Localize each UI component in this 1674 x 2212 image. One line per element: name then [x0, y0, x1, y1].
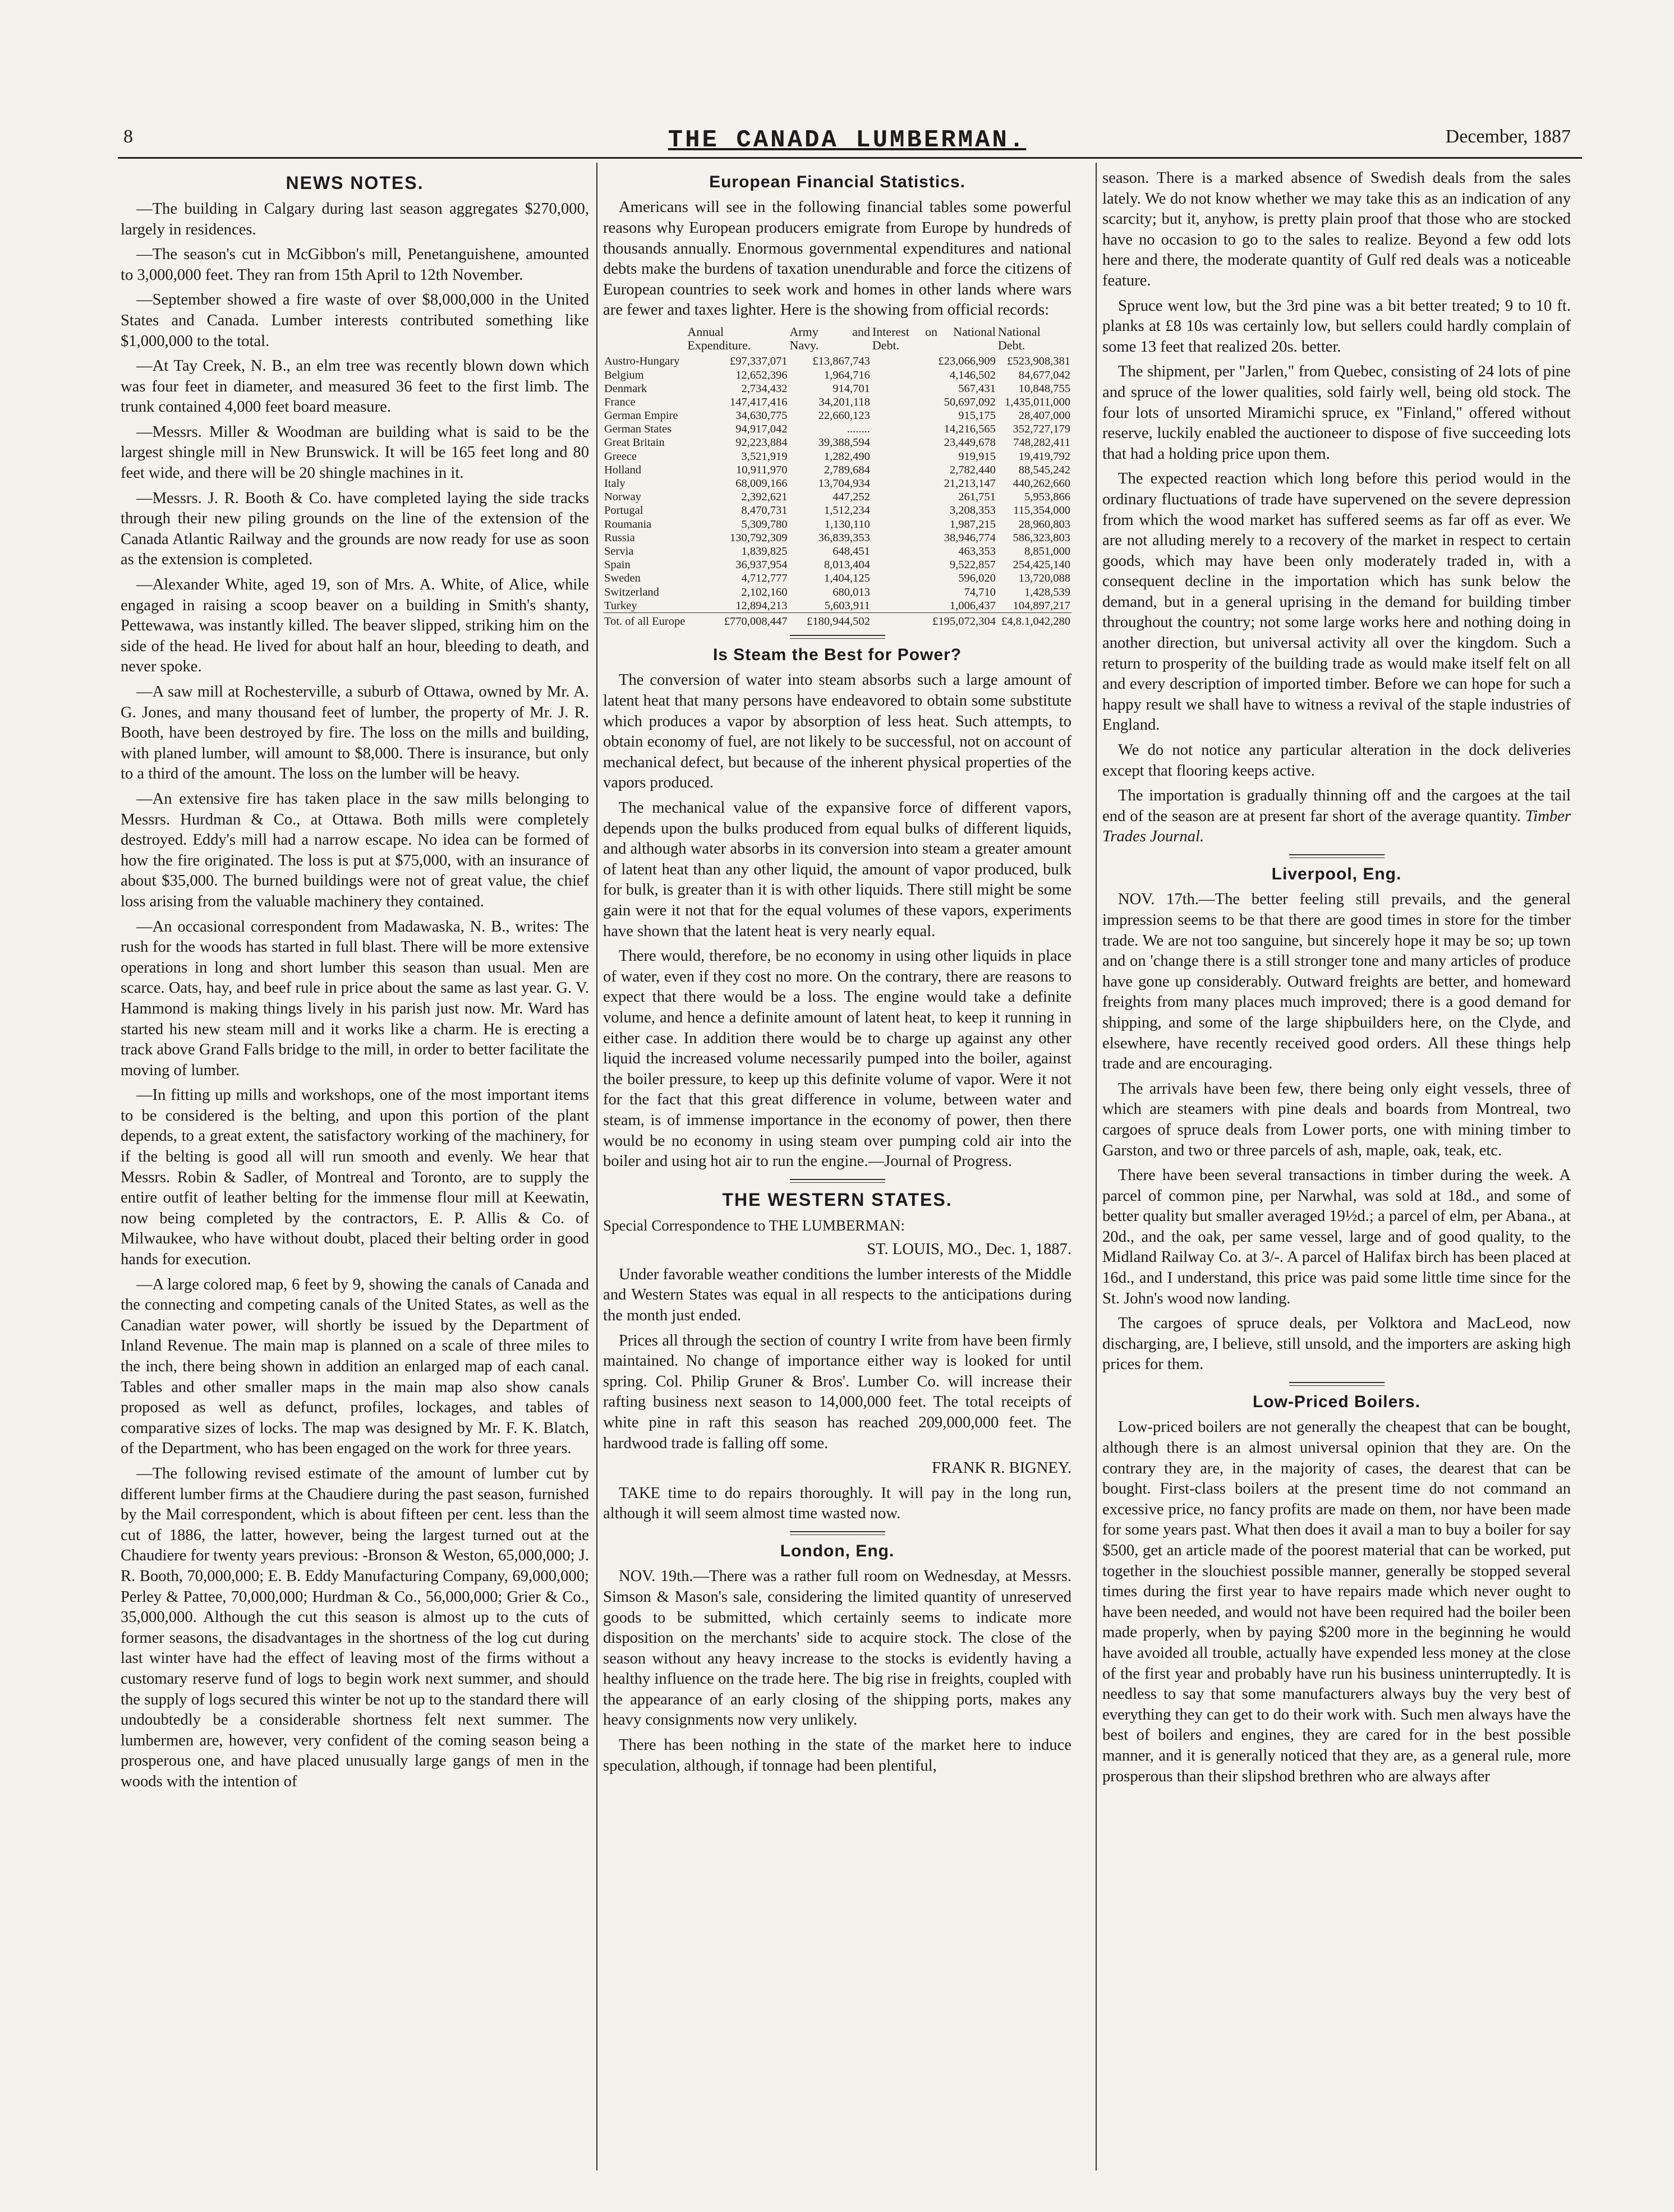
london-heading: London, Eng. — [780, 1541, 895, 1560]
financial-table — [603, 325, 1071, 628]
column-2 — [603, 168, 1071, 2165]
financial-table-body — [603, 354, 1071, 628]
value-cell: 9,522,857 — [949, 559, 996, 572]
value-cell: £523,908,381 — [1007, 355, 1070, 368]
value-cell: 254,425,140 — [1013, 559, 1070, 572]
country-cell: Roumania — [604, 518, 652, 531]
value-cell: 1,006,437 — [949, 599, 996, 612]
london-continued: Spruce went low, but the 3rd pine was a bit better treated; 9 to 10 ft. planks at £8 10s was certainly low, but sellers could hardly complain of some 13 feet that realized 20s. better. — [1102, 297, 1571, 356]
value-cell: 2,782,440 — [949, 463, 996, 476]
value-cell: 5,309,780 — [741, 518, 788, 531]
section-separator — [790, 1531, 885, 1535]
column-header: Interest on National Debt. — [872, 324, 996, 353]
western-paragraph: Prices all through the section of country I write from have been firmly maintained. No change of importance either way is looked for until spring. Col. Philip Gruner & Bros'. Lumber Co. will increase their rafting business next season to 14,000,000 feet. The total receipts of white pine in raft this season has reached 209,000,000 feet. The hardwood trade is falling off some. — [603, 1331, 1071, 1452]
section-separator — [1289, 854, 1385, 858]
country-cell: Italy — [604, 477, 626, 490]
country-cell: German States — [604, 423, 672, 436]
boilers-heading: Low-Priced Boilers. — [1252, 1393, 1421, 1412]
value-cell: 919,915 — [958, 450, 996, 463]
column-3 — [1102, 168, 1571, 2165]
value-cell: 34,201,118 — [818, 395, 870, 408]
value-cell: £770,008,447 — [686, 612, 788, 628]
value-cell: 38,946,774 — [944, 531, 996, 544]
column-header: Annual Expenditure. — [687, 324, 751, 353]
value-cell: 13,704,934 — [818, 477, 870, 490]
steam-paragraph: The mechanical value of the expansive force of different vapors, depends upon the bulks produced from equal bulks of different liquids, and although water absorbs in its conversion into steam a greater amount of latent heat than any other liquid, the amount of vapor produced, bulk for bulk, is greater than it is with other liquids. There still might be some gain were it not that for the equal volumes of these vapors, experiments have shown that the latent heat is very nearly equal. — [603, 799, 1071, 940]
value-cell: 352,727,179 — [1013, 423, 1070, 436]
country-cell: Great Britain — [604, 436, 665, 449]
news-item: —The following revised estimate of the amount of lumber cut by different lumber firms at the Chaudiere during the past season, furnished by the Mail correspondent, which is about fifteen per cent. less than the cut of 1886, the latter, however, being the largest turned out at the Chaudiere for twenty years previous: -Bronson & Weston, 65,000,000; J. R. Booth, 70,000,000; E. B. Eddy Manufacturing Company, 69,000,000; Perley & Pattee, 70,000,000; Hurdman & Co., 56,000,000; Grier & Co., 35,000,000. Although the cut this season is almost up to the cuts of former seasons, the disadvantages in the shortness of the log cut during last winter have had the effect of leaving most of the firms without a customary reserve fund of logs to begin work next summer, and should the supply of logs secured this winter be not up to the standard there will undoubtedly be a considerable shortness felt next summer. The lumbermen are, however, very confident of the coming season being a prosperous one, and have placed unusually large gangs of men in the woods with the intention of — [121, 1464, 589, 1790]
value-cell: 680,013 — [833, 586, 870, 598]
country-cell: Sweden — [604, 572, 641, 585]
column-divider — [1096, 163, 1097, 2170]
country-cell: Denmark — [604, 382, 647, 395]
value-cell: £13,867,743 — [812, 355, 870, 368]
value-cell: £4,8.1,042,280 — [997, 612, 1071, 628]
country-cell: Greece — [604, 450, 637, 463]
european-statistics-heading: European Financial Statistics. — [709, 173, 965, 191]
news-item: —September showed a fire waste of over $8,000,000 in the United States and Canada. Lumber interests contributed something like $1,000,000 to the total. — [121, 291, 589, 350]
value-cell: 36,839,353 — [818, 531, 870, 544]
value-cell: 1,839,825 — [741, 545, 788, 557]
section-separator — [790, 1179, 885, 1183]
masthead — [118, 126, 1576, 154]
table-row — [603, 450, 1071, 463]
country-cell: German Empire — [604, 409, 678, 422]
value-cell: 21,213,147 — [944, 477, 996, 490]
london-paragraph: There has been nothing in the state of the market here to induce speculation, although, if tonnage had been plentiful, — [603, 1736, 1071, 1775]
value-cell: 14,216,565 — [944, 423, 996, 436]
table-row — [603, 531, 1071, 545]
value-cell: 13,720,088 — [1018, 572, 1070, 585]
value-cell: 12,652,396 — [735, 368, 788, 381]
liverpool-paragraph: The arrivals have been few, there being only eight vessels, three of which are steamers with pine deals and boards from Montreal, two cargoes of spruce deals from Lower ports, one with mining timber to Garston, and two or three parcels of ash, maple, oak, teak, etc. — [1102, 1080, 1571, 1159]
country-cell: Russia — [604, 531, 635, 544]
news-item: —Alexander White, aged 19, son of Mrs. A. White, of Alice, while engaged in raising a scoop beaver on a building in Smith's shanty, Pettewawa, was instantly killed. The beaver slipped, striking him on the side of the head. He lived for about half an hour, bleeding to death, and never spoke. — [121, 576, 589, 676]
masthead-rule — [118, 157, 1582, 159]
table-row — [603, 382, 1071, 395]
value-cell: 463,353 — [958, 545, 996, 557]
value-cell: 914,701 — [833, 382, 870, 395]
value-cell: 92,223,884 — [735, 436, 788, 449]
value-cell: 84,677,042 — [1018, 368, 1070, 381]
value-cell: 1,404,125 — [824, 572, 870, 585]
western-dateline: ST. LOUIS, MO., Dec. 1, 1887. — [867, 1241, 1071, 1259]
country-cell: Holland — [604, 463, 642, 476]
value-cell: 19,419,792 — [1018, 450, 1070, 463]
value-cell: 586,323,803 — [1013, 531, 1070, 544]
country-cell: Belgium — [604, 368, 644, 381]
news-item: —The building in Calgary during last season aggregates $270,000, largely in residences. — [121, 200, 589, 238]
news-item: —An occasional correspondent from Madawaska, N. B., writes: The rush for the woods has started in full blast. There will be more extensive operations in long and short lumber this season than usual. Men are scarce. Oats, hay, and beef rule in price about the same as last year. G. V. Hammond is making things lively in his parish just now. Mr. Ward has started his new steam mill and it works like a charm. He is erecting a track above Grand Falls bridge to the mill, in order to better facilitate the moving of lumber. — [121, 918, 589, 1079]
liverpool-heading: Liverpool, Eng. — [1271, 865, 1402, 883]
value-cell: 1,282,490 — [824, 450, 870, 463]
value-cell: 23,449,678 — [944, 436, 996, 449]
western-states-heading: THE WESTERN STATES. — [722, 1189, 953, 1210]
column-header — [603, 325, 686, 354]
value-cell: £97,337,071 — [729, 355, 788, 368]
issue-date: December, 1887 — [1445, 126, 1571, 147]
country-cell: France — [604, 395, 636, 408]
table-row — [603, 368, 1071, 382]
value-cell: 5,953,866 — [1024, 491, 1070, 504]
steam-heading: Is Steam the Best for Power? — [712, 646, 962, 665]
news-item: —An extensive fire has taken place in the saw mills belonging to Messrs. Hurdman & Co., at Ottawa. Both mills were completely destroyed. Eddy's mill had a narrow escape. No idea can be formed of how the fire originated. The loss is put at $75,000, with an insurance of about $35,000. The burned buildings were not of great value, the chief loss arising from the valuable machinery they contained. — [121, 790, 589, 910]
liverpool-paragraph: NOV. 17th.—The better feeling still prevails, and the general impression seems to be that there are good times in store for the timber trade. We are not too sanguine, but sincerely hope it may be so; up town and on 'change there is a still stronger tone and many articles of produce have gone up considerably. Outward freights are better, and homeward freights from many places much improved; there is a good demand for shipping, and some of the large shipbuilders here, on the Clyde, and elsewhere, have recently received good orders. All these things help trade and are encouraging. — [1102, 891, 1571, 1073]
value-cell: 748,282,411 — [1013, 436, 1070, 449]
value-cell: 2,392,621 — [741, 491, 788, 504]
london-continued: season. There is a marked absence of Swedish deals from the sales lately. We do not know whether we may take this as an indication of any scarcity; but it, anyhow, is pretty plain proof that those who are stocked have no occasion to go to the sales to realize. Beyond a few odd lots here and there, the moderate quantity of Gulf red deals was a noticeable feature. — [1102, 169, 1571, 289]
country-cell: Tot. of all Europe — [603, 612, 686, 628]
table-row — [603, 558, 1071, 572]
value-cell: 22,660,123 — [818, 409, 870, 422]
country-cell: Switzerland — [604, 586, 659, 598]
country-cell: Portugal — [604, 504, 643, 517]
table-row — [603, 572, 1071, 585]
liverpool-paragraph: There have been several transactions in timber during the week. A parcel of common pine, per Narwhal, was sold at 18d., and some of better quality but smaller averaged 19½d.; a parcel of elm, per Abana., at 20d., and the oak, per same vessel, large and of good quality, to the Midland Railway Co. at 3/-. A parcel of Halifax birch has been placed at 16d., and I understand, this price was paid some little time since for the St. John's wood now landing. — [1102, 1167, 1571, 1307]
table-row — [603, 599, 1071, 613]
value-cell: 12,894,213 — [735, 599, 788, 612]
value-cell: 3,208,353 — [949, 504, 996, 517]
table-row — [603, 518, 1071, 531]
value-cell: £180,944,502 — [788, 612, 871, 628]
column-divider — [596, 163, 597, 2170]
value-cell: 1,964,716 — [824, 368, 870, 381]
news-item: —The season's cut in McGibbon's mill, Penetanguishene, amounted to 3,000,000 feet. They ran from 15th April to 12th November. — [121, 246, 589, 284]
value-cell: £195,072,304 — [871, 612, 997, 628]
london-paragraph: NOV. 19th.—There was a rather full room on Wednesday, at Messrs. Simson & Mason's sale, considering the limited quantity of unreserved goods to be submitted, which certainly seems to indicate more disposition on the merchants' side to acquire stock. The close of the season without any heavy increase to the stocks is evidently having a healthy influence on the trade here. The big rise in freights, coupled with the appearance of an early closing of the shipping ports, makes any heavy consignments now very unlikely. — [603, 1568, 1071, 1729]
liverpool-paragraph: The cargoes of spruce deals, per Volktora and MacLeod, now discharging, are, I believe, still unsold, and the importers are asking high prices for them. — [1102, 1315, 1571, 1374]
western-subhead: Special Correspondence to THE LUMBERMAN: — [603, 1216, 905, 1234]
news-item: —At Tay Creek, N. B., an elm tree was recently blown down which was four feet in diameter, and measured 36 feet to the first limb. The trunk contained 4,000 feet board measure. — [121, 357, 589, 416]
table-row — [603, 504, 1071, 517]
value-cell: 1,428,539 — [1024, 586, 1070, 598]
value-cell: 74,710 — [964, 586, 996, 598]
value-cell: 28,407,000 — [1018, 409, 1070, 422]
value-cell: 447,252 — [833, 491, 870, 504]
column-header: National Debt. — [997, 324, 1041, 353]
news-item: —A large colored map, 6 feet by 9, showing the canals of Canada and the connecting and competing canals of the United States, as well as the Canadian water power, will shortly be issued by the Department of Inland Revenue. The main map is planned on a scale of three miles to the inch, there being shown in addition an enlarged map of each canal. Tables and other smaller maps in the main map also show canals proposed as well as defunct, profiles, lockages, and tables of comparative sizes of locks. The map was designed by Mr. F. K. Blatch, of the Department, who has been engaged on the work for three years. — [121, 1275, 589, 1458]
london-source: Timber Trades Journal. — [1102, 807, 1571, 846]
value-cell: 596,020 — [958, 572, 996, 585]
table-row — [603, 545, 1071, 558]
value-cell: 261,751 — [958, 491, 996, 504]
table-row — [603, 409, 1071, 422]
publication-title: THE CANADA LUMBERMAN. — [668, 126, 1027, 154]
value-cell: ........ — [847, 423, 870, 436]
value-cell: 115,354,000 — [1013, 504, 1070, 517]
value-cell: 4,146,502 — [949, 368, 996, 381]
value-cell: 1,987,215 — [949, 518, 996, 531]
value-cell: 104,897,217 — [1013, 599, 1070, 612]
london-continued-text: The importation is gradually thinning off and the cargoes at the tail end of the season are at present far short of the average quantity. — [1102, 787, 1571, 825]
value-cell: 8,851,000 — [1024, 545, 1070, 557]
value-cell: 130,792,309 — [729, 531, 788, 544]
value-cell: 2,789,684 — [824, 463, 870, 476]
country-cell: Servia — [604, 545, 634, 557]
london-continued — [1102, 786, 1571, 847]
value-cell: 8,013,404 — [824, 559, 870, 572]
country-cell: Austro-Hungary — [604, 355, 680, 368]
table-header-row — [603, 325, 1071, 354]
value-cell: 440,262,660 — [1013, 477, 1070, 490]
value-cell: 2,102,160 — [741, 586, 788, 598]
london-continued: The shipment, per "Jarlen," from Quebec, consisting of 24 lots of pine and spruce of the lower qualities, sold fairly well, being old stock. The four lots of unsorted Miramichi spruce, ex "Finland," offered without reserve, luckily enabled the auctioneer to dispose of five succeeding lots that had a holding price upon them. — [1102, 363, 1571, 463]
table-row — [603, 354, 1071, 368]
value-cell: 8,470,731 — [741, 504, 788, 517]
western-paragraph: Under favorable weather conditions the lumber interests of the Middle and Western States was equal in all respects to the anticipations during the month just ended. — [603, 1265, 1071, 1324]
table-row — [603, 436, 1071, 449]
page-number: 8 — [123, 126, 133, 147]
country-cell: Norway — [604, 491, 642, 504]
steam-paragraph: There would, therefore, be no economy in using other liquids in place of water, even if they cost no more. On the contrary, there are reasons to expect that there would be a loss. The engine would take a definite volume, and hence a definite amount of latent heat, to keep it running in either case. In addition there would be to charge up against any other liquid the increased volume necessarily pumped into the boiler, against the boiler pressure, to keep up this definite volume of vapor. Were it not for the fact that this great difference in volume, between water and steam, is of immense importance in the economy of power, then there would be no economy in using steam over pumping cold air into the boiler and using hot air to run the engine.—Journal of Progress. — [603, 947, 1071, 1170]
steam-paragraph: The conversion of water into steam absorbs such a large amount of latent heat that many persons have endeavored to obtain some substitute which produces a vapor by absorption of less heat. Such attempts, to obtain economy of fuel, are not likely to be successful, not on account of mechanical defect, but because of the inherent physical properties of the vapors produced. — [603, 671, 1071, 792]
value-cell: 10,848,755 — [1018, 382, 1070, 395]
news-item: —In fitting up mills and workshops, one of the most important items to be considered is the belting, and upon this portion of the plant depends, to a great extent, the satisfactory working of the machinery, for if the belting is good all will run smooth and evenly. We hear that Messrs. Robin & Sadler, of Montreal and Toronto, are to supply the entire outfit of leather belting for the immense flour mill at Keewatin, now being completed by the contractors, E. P. Allis & Co. of Milwaukee, who have without doubt, placed their belting order in good hands for execution. — [121, 1086, 589, 1269]
value-cell: 3,521,919 — [741, 450, 788, 463]
section-separator — [790, 635, 885, 639]
boilers-paragraph: Low-priced boilers are not generally the cheapest that can be bought, although there is an almost universal opinion that they are. On the contrary they are, in the majority of cases, the dearest that can be bought. First-class boilers at the present time do not command an excessive price, no fancy profits are made on them, nor have been made for some years past. What then does it avail a man to buy a boiler for say $500, get an article made of the poorest material that can be worked, put together in the slouchiest possible manner, generally be stopped several times during the first year to have repairs made which never ought to have been needed, and would not have been required had the boiler been made properly, when by paying $200 more in the beginning he would have avoided all trouble, actually have expended less money at the close of the first year and probably have run his business uninterruptedly. It is needless to say that some manufacturers always buy the very best of everything they can get to do their work with. Such men always have the best of boilers and engines, they are cared for in the best possible manner, and it is generally noticed that they are, as a general rule, more prosperous than their slipshod brethren who are always after — [1102, 1418, 1571, 1785]
value-cell: 1,130,110 — [824, 518, 870, 531]
column-header: Army and Navy. — [789, 324, 870, 353]
value-cell: 1,512,234 — [824, 504, 870, 517]
value-cell: 68,009,166 — [735, 477, 788, 490]
london-continued: We do not notice any particular alteration in the dock deliveries except that flooring keeps active. — [1102, 741, 1571, 780]
value-cell: 5,603,911 — [824, 599, 870, 612]
european-intro: Americans will see in the following financial tables some powerful reasons why European producers emigrate from Europe by hundreds of thousands annually. Enormous governmental expenditures and national debts make the burdens of taxation unendurable and force the citizens of European countries to seek work and homes in other lands where wars are fewer and taxes lighter. Here is the showing from official records: — [603, 199, 1071, 319]
value-cell: 1,435,011,000 — [1004, 395, 1070, 408]
value-cell: 2,734,432 — [741, 382, 788, 395]
table-row — [603, 463, 1071, 477]
table-row — [603, 586, 1071, 599]
country-cell: Turkey — [604, 599, 637, 612]
value-cell: 147,417,416 — [729, 395, 788, 408]
value-cell: 39,388,594 — [818, 436, 870, 449]
table-row — [603, 490, 1071, 504]
news-notes-heading: NEWS NOTES. — [286, 173, 424, 193]
value-cell: 88,545,242 — [1018, 463, 1070, 476]
table-row — [603, 422, 1071, 436]
value-cell: 50,697,092 — [944, 395, 996, 408]
table-row — [603, 477, 1071, 490]
table-row — [603, 395, 1071, 409]
table-total-row — [603, 612, 1071, 628]
value-cell: 94,917,042 — [735, 423, 788, 436]
news-item: —Messrs. Miller & Woodman are building what is said to be the largest shingle mill in New Brunswick. It will be 165 feet long and 80 feet wide, and there will be 20 shingle machines in it. — [121, 423, 589, 482]
news-item: —A saw mill at Rochesterville, a suburb of Ottawa, owned by Mr. A. G. Jones, and many thousand feet of lumber, the property of Mr. J. R. Booth, have been destroyed by fire. The loss on the mills and building, with planed lumber, will amount to $8,000. There is insurance, but only to a third of the amount. The loss on the lumber will be heavy. — [121, 683, 589, 783]
value-cell: 28,960,803 — [1018, 518, 1070, 531]
value-cell: £23,066,909 — [938, 355, 996, 368]
repairs-note: TAKE time to do repairs thoroughly. It will pay in the long run, although it will seem almost time wasted now. — [603, 1484, 1071, 1523]
country-cell: Spain — [604, 559, 631, 572]
news-item: —Messrs. J. R. Booth & Co. have completed laying the side tracks through their new piling grounds on the line of the extension of the Canada Atlantic Railway and the grounds are now ready for use as soon as the extension is completed. — [121, 489, 589, 569]
value-cell: 36,937,954 — [735, 559, 788, 572]
value-cell: 34,630,775 — [735, 409, 788, 422]
value-cell: 648,451 — [833, 545, 870, 557]
western-signature: FRANK R. BIGNEY. — [932, 1459, 1071, 1477]
value-cell: 915,175 — [958, 409, 996, 422]
section-separator — [1289, 1382, 1385, 1386]
value-cell: 4,712,777 — [741, 572, 788, 585]
value-cell: 567,431 — [958, 382, 996, 395]
column-1 — [121, 168, 589, 2165]
value-cell: 10,911,970 — [735, 463, 788, 476]
london-continued: The expected reaction which long before this period would in the ordinary fluctuations of trade have supervened on the severe depression from which the wood market has suffered seems as far off as ever. We are not alluding merely to a recovery of the market in respect to certain goods, which may have been only moderately traded in, with a consequent decline in the importation which has sunk below the demand, but in a general uprising in the demand for building timber throughout the country; not some large works here and nothing doing in another direction, but universal activity all over the kingdom. Such a return to prosperity of the building trade as would make itself felt on all and every description of imported timber. Before we can hope for such a happy result we shall have to witness a revival of the staple industries of England. — [1102, 470, 1571, 734]
